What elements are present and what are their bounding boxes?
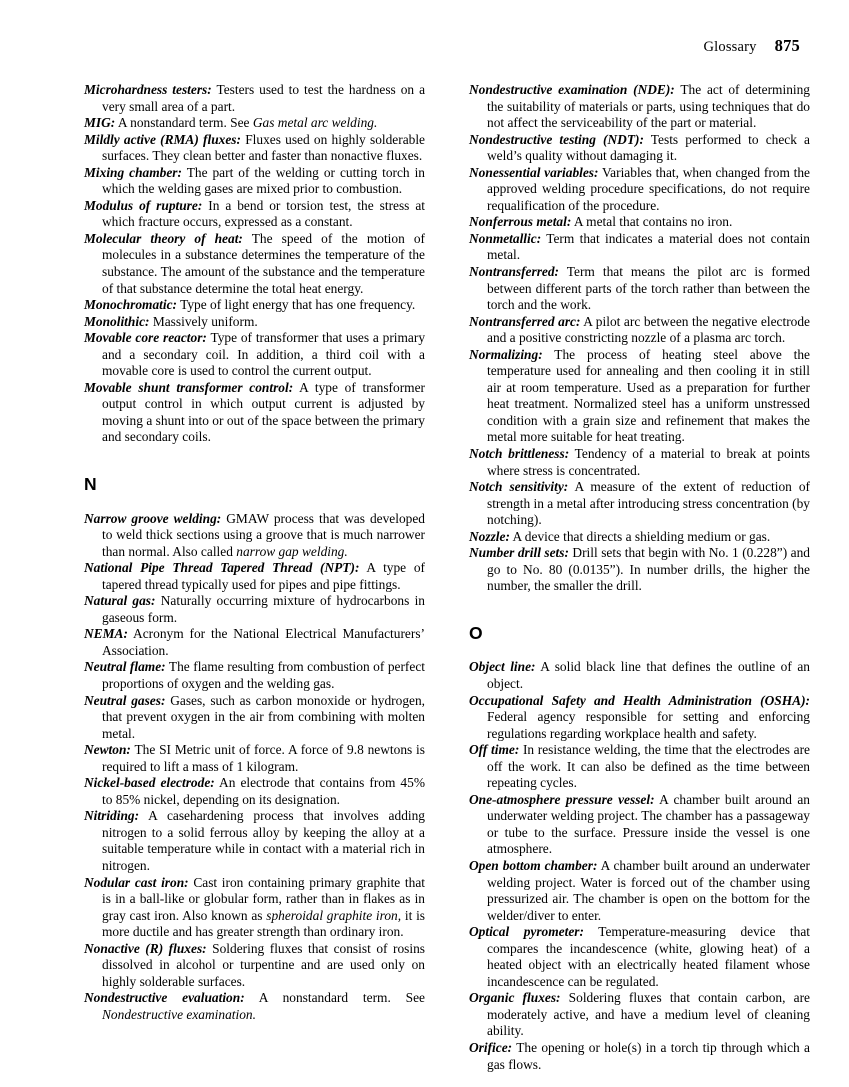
glossary-entry	[469, 314, 810, 347]
glossary-definition: Massively uniform.	[149, 313, 258, 329]
glossary-definition: Type of light energy that has one frequency.	[177, 297, 416, 313]
glossary-entry	[469, 545, 810, 595]
glossary-cross-reference: narrow gap welding.	[236, 543, 348, 559]
running-head-title: Glossary	[703, 39, 757, 55]
glossary-entry	[84, 380, 425, 446]
glossary-entry	[469, 924, 810, 990]
page-number: 875	[774, 36, 800, 55]
glossary-term: National Pipe Thread Tapered Thread (NPT):	[84, 560, 360, 576]
glossary-definition: A nonstandard term. See	[244, 990, 425, 1006]
glossary-term: Organic fluxes:	[469, 990, 561, 1006]
glossary-term: Normalizing:	[469, 346, 543, 362]
glossary-definition: A chamber built around an underwater welding project. Water is forced out of the chamber using pressurized air. The chamber is open on the bottom for the welder/diver to enter.	[487, 858, 810, 923]
glossary-term: Nonactive (R) fluxes:	[84, 940, 207, 956]
glossary-definition: Term that means the pilot arc is formed between different parts of the torch rather than between the torch and the work.	[487, 264, 810, 313]
glossary-entry	[84, 165, 425, 198]
glossary-entry	[469, 742, 810, 792]
glossary-definition: Soldering fluxes that consist of rosins dissolved in alcohol or turpentine and are used only on highly solderable surfaces.	[102, 940, 425, 989]
glossary-entry	[84, 693, 425, 743]
glossary-definition: it is more ductile and has greater strength than ordinary iron.	[102, 907, 425, 940]
glossary-definition: A solid black line that defines the outline of an object.	[487, 659, 810, 691]
glossary-entry	[469, 231, 810, 264]
glossary-entry	[84, 297, 425, 314]
glossary-term: Number drill sets:	[469, 545, 569, 561]
glossary-term: Monochromatic:	[84, 297, 177, 313]
glossary-term: Nonferrous metal:	[469, 214, 572, 230]
glossary-definition: Gases, such as carbon monoxide or hydrogen, that prevent oxygen in the air from combining with molten metal.	[102, 692, 425, 741]
glossary-entry	[469, 446, 810, 479]
glossary-definition: An electrode that contains from 45% to 85% nickel, depending on its designation.	[102, 775, 425, 807]
glossary-definition: The opening or hole(s) in a torch tip through which a gas flows.	[487, 1040, 810, 1072]
glossary-entry	[469, 214, 810, 231]
glossary-definition: Tests performed to check a weld’s quality without damaging it.	[487, 131, 810, 164]
glossary-entry	[84, 560, 425, 593]
glossary-entry	[84, 626, 425, 659]
glossary-entry	[84, 198, 425, 231]
glossary-entry	[84, 941, 425, 991]
glossary-definition: Soldering fluxes that contain carbon, are moderately active, and have a medium level of cleaning ability.	[487, 990, 810, 1039]
glossary-term: NEMA:	[84, 626, 128, 642]
glossary-definition: The speed of the motion of molecules in a substance determines the temperature of the substance. The amount of the substance and the temperature of that substance determine the total heat energy.	[102, 230, 425, 296]
glossary-term: Nonmetallic:	[469, 230, 542, 246]
glossary-cross-reference: Nondestructive examination.	[102, 1006, 256, 1022]
glossary-term: Nondestructive evaluation:	[84, 990, 245, 1006]
glossary-term: One-atmosphere pressure vessel:	[469, 791, 655, 807]
glossary-entry	[84, 659, 425, 692]
glossary-column-right	[469, 82, 810, 1073]
glossary-term: Notch sensitivity:	[469, 479, 569, 495]
glossary-term: Off time:	[469, 742, 520, 758]
glossary-definition: The act of determining the suitability of materials or parts, using techniques that do not affect the serviceability of the part or material.	[487, 82, 811, 131]
running-head	[703, 36, 800, 56]
glossary-entry	[84, 742, 425, 775]
glossary-term: Mixing chamber:	[84, 164, 182, 180]
glossary-cross-reference: spheroidal graphite iron,	[266, 907, 402, 923]
glossary-column-left	[84, 82, 425, 1023]
glossary-cross-reference: Gas metal arc welding.	[252, 115, 378, 131]
glossary-term: Molecular theory of heat:	[84, 230, 243, 246]
glossary-term: Nondestructive examination (NDE):	[469, 82, 675, 97]
glossary-definition: The flame resulting from combustion of perfect proportions of oxygen and the welding gas.	[102, 659, 425, 691]
letter-heading-o: O	[469, 622, 483, 643]
glossary-entry	[469, 479, 810, 529]
glossary-term: Occupational Safety and Health Administration (OSHA):	[469, 692, 810, 708]
glossary-entry	[84, 314, 425, 331]
glossary-definition: Federal agency responsible for setting and enforcing regulations regarding workplace health and safety.	[487, 709, 810, 741]
letter-spacer	[469, 595, 810, 625]
glossary-term: Nonessential variables:	[469, 164, 599, 180]
glossary-entry	[469, 347, 810, 446]
glossary-entry	[469, 165, 810, 215]
glossary-term: Monolithic:	[84, 313, 150, 329]
glossary-definition: Drill sets that begin with No. 1 (0.228”) and go to No. 80 (0.0135”). In number drills, the higher the number, the smaller the drill.	[487, 545, 810, 594]
glossary-definition: A device that directs a shielding medium or gas.	[509, 528, 771, 544]
glossary-entry	[469, 792, 810, 858]
glossary-term: Neutral gases:	[84, 692, 166, 708]
glossary-term: Nickel-based electrode:	[84, 775, 215, 791]
glossary-columns	[84, 82, 811, 1072]
glossary-definition: Temperature-measuring device that compares the incandescence (white, glowing heat) of a heated object with an electrically heated filament whose incandescence can be regulated.	[487, 924, 810, 989]
glossary-definition: The process of heating steel above the temperature used for annealing and then cooling it in still air at room temperature. Used as a preparation for further heat treatment. Normalized steel has a uniform unstressed condition with a grain size and refinement that makes the metal more suitable for heat treating.	[487, 346, 810, 445]
glossary-definition: A pilot arc between the negative electrode and a positive constricting nozzle of a plasma arc torch.	[487, 313, 810, 346]
glossary-entry	[469, 659, 810, 692]
glossary-definition: Fluxes used on highly solderable surfaces. They clean better and faster than nonactive fluxes.	[102, 131, 426, 164]
glossary-entry	[469, 1040, 810, 1073]
glossary-term: Nitriding:	[84, 808, 140, 824]
glossary-definition: A nonstandard term. See	[115, 115, 253, 131]
glossary-entry	[84, 511, 425, 561]
glossary-entry	[84, 115, 425, 132]
glossary-definition: In resistance welding, the time that the electrodes are off the work. It can also be defined as the time between repeating cycles.	[487, 742, 810, 791]
glossary-definition: Cast iron containing primary graphite that is in a ball-like or globular form, rather than in flakes as in gray cast iron. Also known as	[102, 874, 426, 923]
letter-spacer	[84, 446, 425, 476]
glossary-term: Nodular cast iron:	[84, 874, 189, 890]
glossary-entry	[469, 82, 810, 132]
glossary-definition: Naturally occurring mixture of hydrocarbons in gaseous form.	[102, 593, 425, 625]
glossary-definition: Variables that, when changed from the approved welding procedure specifications, do not require requalification of the procedure.	[487, 164, 810, 213]
glossary-entry	[84, 82, 425, 115]
letter-spacer	[84, 494, 425, 511]
glossary-definition: In a bend or torsion test, the stress at which fracture occurs, expressed as a constant.	[102, 197, 425, 230]
glossary-entry	[84, 330, 425, 380]
glossary-entry	[469, 990, 810, 1040]
glossary-term: Microhardness testers:	[84, 82, 212, 97]
glossary-term: Newton:	[84, 742, 131, 758]
glossary-entry	[84, 231, 425, 297]
glossary-term: MIG:	[84, 115, 116, 131]
glossary-entry	[84, 132, 425, 165]
glossary-definition: The part of the welding or cutting torch in which the welding gases are mixed prior to combustion.	[102, 164, 426, 197]
glossary-term: Modulus of rupture:	[84, 197, 203, 213]
glossary-entry	[469, 529, 810, 546]
glossary-entry	[84, 990, 425, 1023]
glossary-definition: A casehardening process that involves adding nitrogen to a solid ferrous alloy by keeping the alloy at a suitable temperature while in contact with a material rich in nitrogen.	[102, 808, 425, 874]
glossary-term: Natural gas:	[84, 593, 156, 609]
glossary-definition: Tendency of a material to break at points where stress is concentrated.	[487, 446, 811, 478]
glossary-definition: A chamber built around an underwater welding project. The chamber has a passageway or tube to the surface. Pressure inside the vessel is one atmosphere.	[487, 791, 810, 857]
glossary-term: Orifice:	[469, 1040, 513, 1056]
glossary-definition: A metal that contains no iron.	[571, 214, 733, 230]
glossary-term: Nondestructive testing (NDT):	[469, 131, 644, 147]
glossary-definition: A type of tapered thread typically used for pipes and pipe fittings.	[102, 560, 425, 592]
glossary-term: Narrow groove welding:	[84, 510, 222, 526]
glossary-term: Open bottom chamber:	[469, 858, 598, 874]
glossary-term: Neutral flame:	[84, 659, 166, 675]
glossary-term: Object line:	[469, 659, 536, 675]
glossary-term: Mildly active (RMA) fluxes:	[84, 131, 241, 147]
glossary-definition: A measure of the extent of reduction of strength in a metal after introducing stress concentration (by notching).	[487, 479, 810, 528]
glossary-definition: Testers used to test the hardness on a very small area of a part.	[102, 82, 426, 114]
glossary-term: Notch brittleness:	[469, 446, 570, 462]
glossary-definition: The SI Metric unit of force. A force of 9.8 newtons is required to lift a mass of 1 kilogram.	[102, 742, 425, 774]
glossary-entry	[84, 875, 425, 941]
glossary-term: Nozzle:	[469, 528, 510, 544]
glossary-definition: Term that indicates a material does not contain metal.	[487, 230, 810, 263]
glossary-definition: Acronym for the National Electrical Manufacturers’ Association.	[102, 626, 425, 658]
glossary-term: Movable core reactor:	[84, 330, 207, 346]
glossary-entry	[84, 808, 425, 874]
glossary-definition: GMAW process that was developed to weld thick sections using a groove that is much narrower than normal. Also called	[102, 510, 425, 559]
glossary-definition: A type of transformer output control in which output current is adjusted by moving a shunt into or out of the space between the primary and secondary coils.	[102, 379, 425, 445]
glossary-entry	[469, 132, 810, 165]
glossary-entry	[469, 264, 810, 314]
letter-spacer	[469, 642, 810, 659]
glossary-entry	[469, 693, 810, 743]
glossary-definition: Type of transformer that uses a primary and a secondary coil. In addition, a third coil with a movable core is used to control the current output.	[102, 330, 426, 379]
glossary-entry	[469, 858, 810, 924]
glossary-term: Nontransferred arc:	[469, 313, 581, 329]
glossary-term: Optical pyrometer:	[469, 924, 584, 940]
glossary-entry	[84, 593, 425, 626]
glossary-entry	[84, 775, 425, 808]
letter-heading-n: N	[84, 474, 97, 495]
glossary-term: Movable shunt transformer control:	[84, 379, 294, 395]
glossary-term: Nontransferred:	[469, 264, 560, 280]
